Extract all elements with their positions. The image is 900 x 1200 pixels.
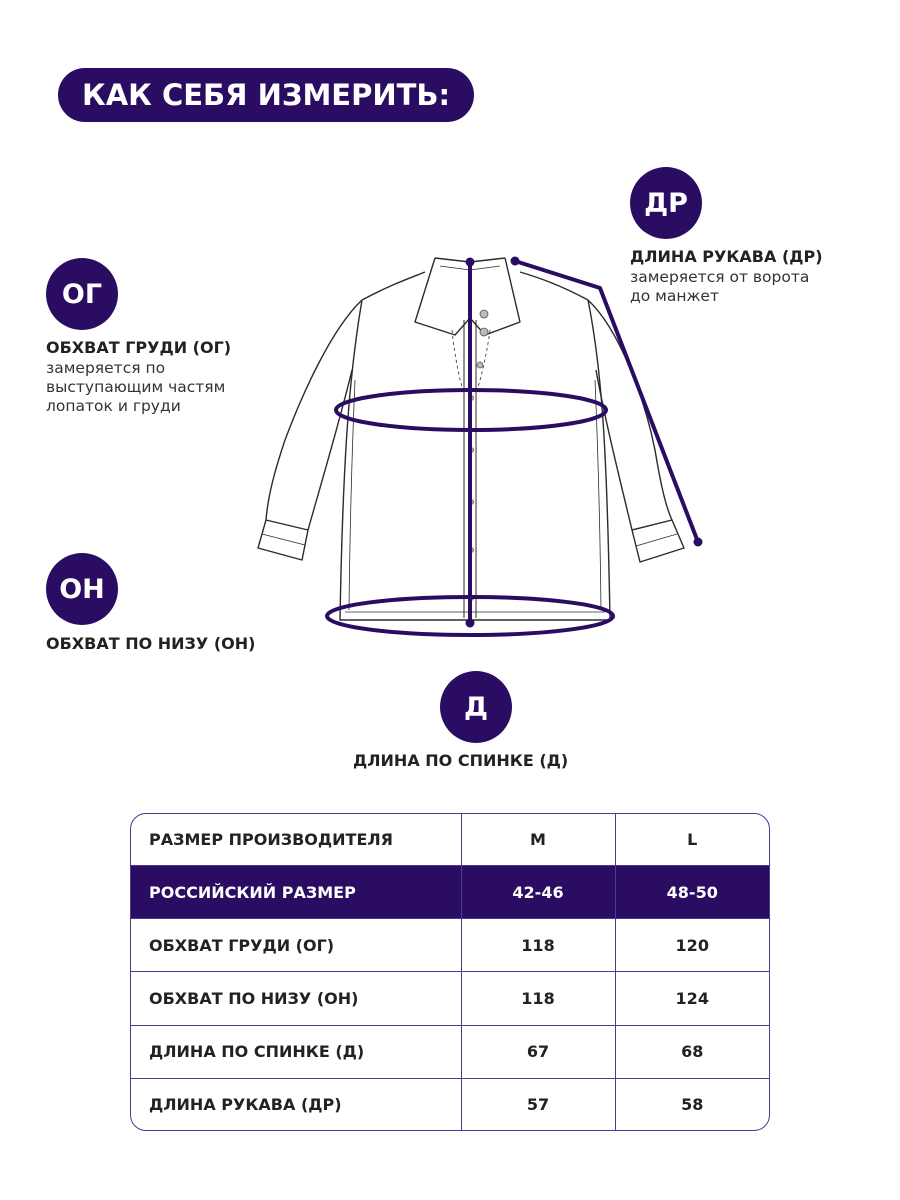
- size-m-cell: 67: [461, 1025, 615, 1078]
- dr-badge: ДР: [630, 167, 702, 239]
- size-m-cell: 42-46: [461, 866, 615, 919]
- table-row-highlight: [131, 866, 769, 919]
- table-row: [131, 1078, 769, 1130]
- size-table: [130, 813, 770, 1131]
- size-l-cell: 68: [615, 1025, 769, 1078]
- on-title: ОБХВАТ ПО НИЗУ (ОН): [46, 634, 256, 653]
- dr-title: ДЛИНА РУКАВА (ДР): [630, 247, 823, 266]
- og-description: замеряется по выступающим частям лопаток и груди: [46, 359, 226, 415]
- row-label: ДЛИНА РУКАВА (ДР): [131, 1078, 461, 1130]
- row-label: РАЗМЕР ПРОИЗВОДИТЕЛЯ: [131, 814, 461, 866]
- og-badge: ОГ: [46, 258, 118, 330]
- dr-description: замеряется от ворота до манжет: [630, 268, 810, 305]
- size-m-cell: 118: [461, 972, 615, 1025]
- size-l-cell: L: [615, 814, 769, 866]
- size-m-cell: 118: [461, 919, 615, 972]
- size-l-cell: 58: [681, 1094, 704, 1114]
- size-l-cell: 124: [615, 972, 769, 1025]
- page-title: КАК СЕБЯ ИЗМЕРИТЬ:: [58, 68, 474, 122]
- on-badge: ОН: [46, 553, 118, 625]
- measure-lines: [327, 261, 698, 635]
- size-l-cell: 120: [615, 919, 769, 972]
- row-label: ОБХВАТ ПО НИЗУ (ОН): [131, 972, 461, 1025]
- row-label: ОБХВАТ ГРУДИ (ОГ): [131, 919, 461, 972]
- og-title: ОБХВАТ ГРУДИ (ОГ): [46, 338, 232, 357]
- table-row: [131, 1025, 769, 1078]
- d-badge: Д: [440, 671, 512, 743]
- table-row: [131, 919, 769, 972]
- size-l-cell: 48-50: [615, 866, 769, 919]
- d-title: ДЛИНА ПО СПИНКЕ (Д): [353, 751, 569, 770]
- measure-dots: [466, 257, 703, 628]
- size-m-cell: 57: [461, 1078, 615, 1130]
- table-row: [131, 814, 769, 866]
- row-label: РОССИЙСКИЙ РАЗМЕР: [131, 866, 461, 919]
- row-label: ДЛИНА ПО СПИНКЕ (Д): [131, 1025, 461, 1078]
- size-m-cell: M: [461, 814, 615, 866]
- table-row: [131, 972, 769, 1025]
